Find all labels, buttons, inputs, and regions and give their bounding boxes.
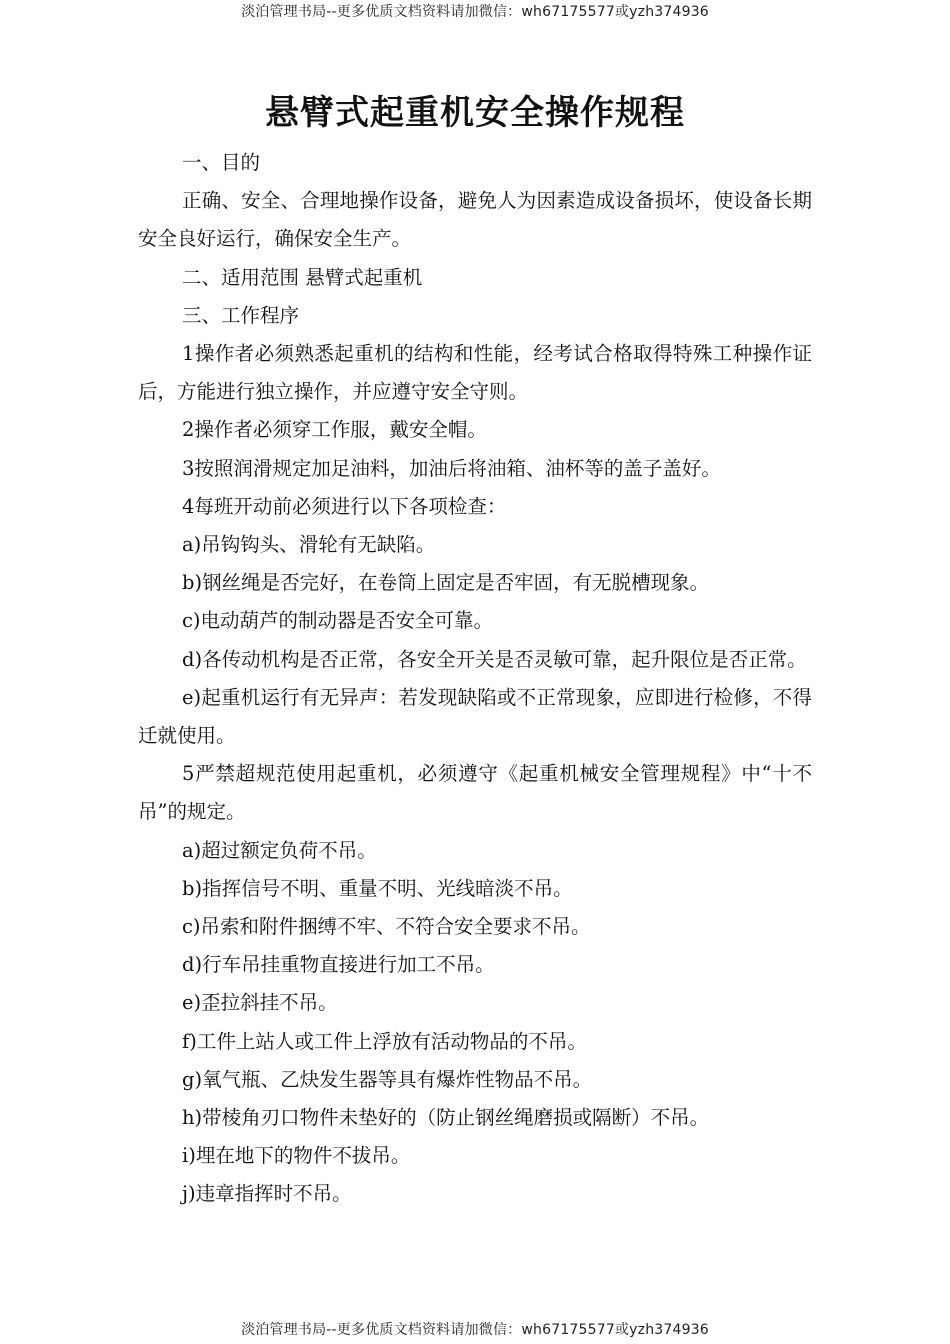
section-heading-procedure: 三、工作程序	[182, 303, 300, 327]
page-header: 淡泊管理书局--更多优质文档资料请加微信：wh67175577或yzh374936	[241, 4, 709, 20]
procedure-item-3: 3按照润滑规定加足油料，加油后将油箱、油杯等的盖子盖好。	[182, 456, 721, 480]
check-item-a: a)吊钩钩头、滑轮有无缺陷。	[182, 533, 436, 557]
document-title: 悬臂式起重机安全操作规程	[265, 93, 685, 133]
check-item-e: e)起重机运行有无异声：若发现缺陷或不正常现象，应即进行检修，不得迁就使用。	[138, 685, 812, 748]
rule-item-h: h)带棱角刃口物件未垫好的（防止钢丝绳磨损或隔断）不吊。	[182, 1106, 710, 1130]
rule-item-g: g)氧气瓶、乙炔发生器等具有爆炸性物品不吊。	[182, 1067, 593, 1091]
procedure-item-4: 4每班开动前必须进行以下各项检查：	[182, 494, 507, 518]
page-footer: 淡泊管理书局--更多优质文档资料请加微信：wh67175577或yzh374936	[241, 1322, 709, 1338]
rule-item-j: j)违章指挥时不吊。	[182, 1182, 352, 1206]
rule-item-c: c)吊索和附件捆缚不牢、不符合安全要求不吊。	[182, 915, 591, 939]
procedure-item-5: 5严禁超规范使用起重机，必须遵守《起重机械安全管理规程》中“十不吊”的规定。	[138, 762, 812, 824]
check-item-d: d)各传动机构是否正常，各安全开关是否灵敏可靠，起升限位是否正常。	[182, 647, 807, 671]
rule-item-e: e)歪拉斜挂不吊。	[182, 991, 338, 1015]
check-item-c: c)电动葫芦的制动器是否安全可靠。	[182, 609, 494, 633]
section-heading-purpose: 一、目的	[182, 151, 261, 174]
rule-item-d: d)行车吊挂重物直接进行加工不吊。	[182, 953, 495, 977]
procedure-item-1: 1操作者必须熟悉起重机的结构和性能，经考试合格取得特殊工种操作证后，方能进行独立操作，并应遵守安全守则。	[138, 342, 812, 404]
section-heading-scope: 二、适用范围 悬臂式起重机	[182, 265, 423, 289]
rule-item-a: a)超过额定负荷不吊。	[182, 838, 377, 862]
rule-item-i: i)埋在地下的物件不拔吊。	[182, 1144, 411, 1168]
rule-item-f: f)工件上站人或工件上浮放有活动物品的不吊。	[182, 1029, 587, 1053]
paragraph-purpose: 正确、安全、合理地操作设备，避免人为因素造成设备损坏，使设备长期安全良好运行，确保安全生产。	[138, 189, 812, 251]
rule-item-b: b)指挥信号不明、重量不明、光线暗淡不吊。	[182, 876, 573, 900]
procedure-item-2: 2操作者必须穿工作服，戴安全帽。	[182, 418, 487, 442]
check-item-b: b)钢丝绳是否完好，在卷筒上固定是否牢固，有无脱槽现象。	[182, 571, 710, 595]
document-body	[138, 144, 812, 1214]
